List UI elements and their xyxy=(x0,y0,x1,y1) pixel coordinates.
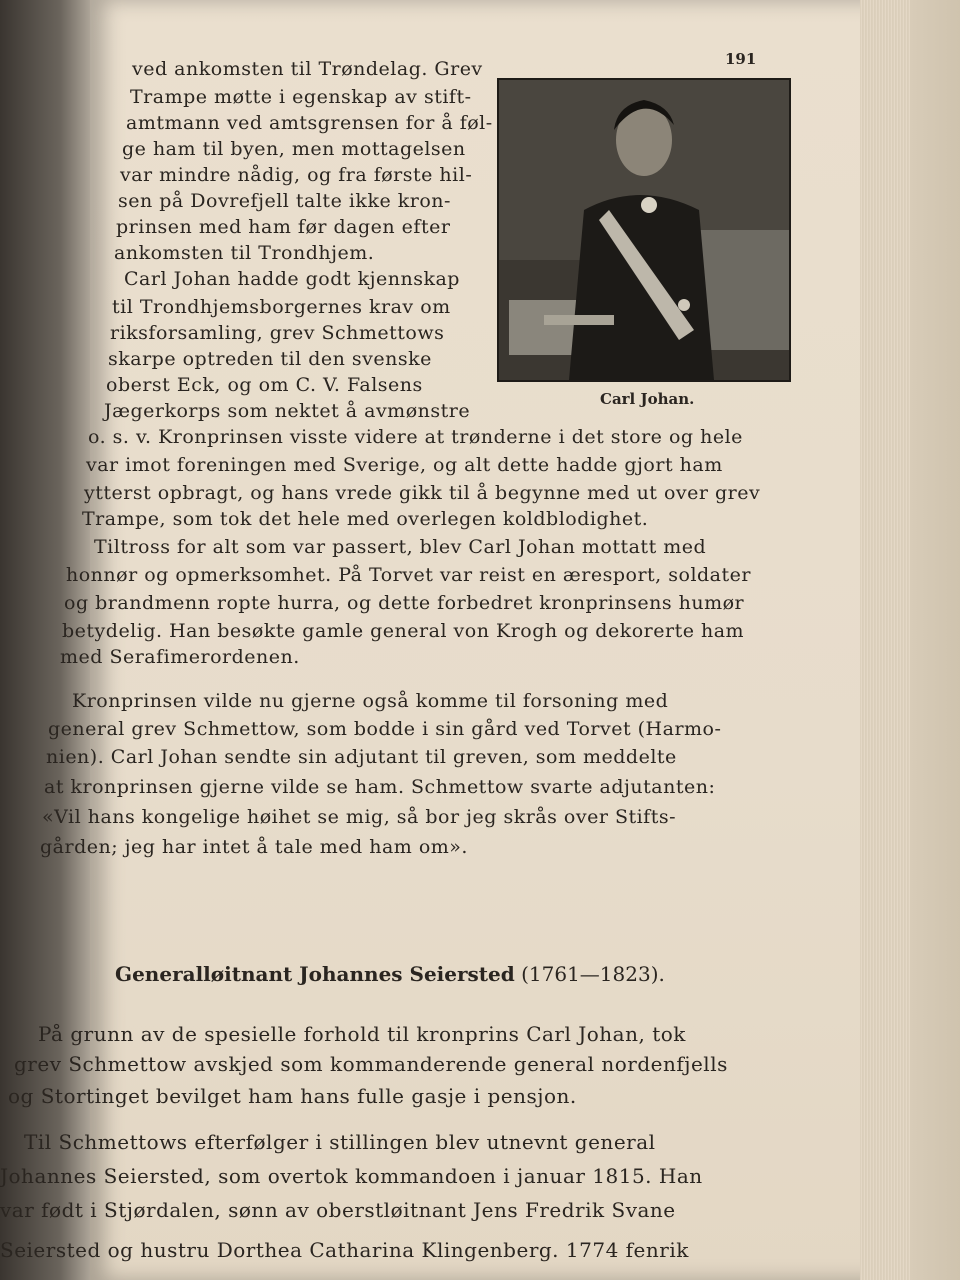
section-line: Johannes Seiersted, som overtok kommandoen i januar 1815. Han xyxy=(0,1164,703,1188)
column-line: var mindre nådig, og fra første hil- xyxy=(120,164,473,186)
section-line: grev Schmettow avskjed som kommanderende general nordenfjells xyxy=(14,1052,728,1076)
section-heading xyxy=(115,962,665,986)
section-heading-dates: (1761—1823). xyxy=(521,962,665,986)
section-line: var født i Stjørdalen, sønn av oberstløitnant Jens Fredrik Svane xyxy=(0,1198,676,1222)
body-line: Trampe, som tok det hele med overlegen koldblodighet. xyxy=(82,508,649,530)
body-line: Tiltross for alt som var passert, blev Carl Johan mottatt med xyxy=(94,536,707,558)
body-line: honnør og opmerksomhet. På Torvet var reist en æresport, soldater xyxy=(66,564,751,586)
body-line: nien). Carl Johan sendte sin adjutant til greven, som meddelte xyxy=(46,746,677,768)
body-line: general grev Schmettow, som bodde i sin gård ved Torvet (Harmo- xyxy=(48,718,722,740)
page-edges xyxy=(860,0,910,1280)
column-line: ankomsten til Trondhjem. xyxy=(114,242,375,264)
column-line: Trampe møtte i egenskap av stift- xyxy=(130,86,472,108)
column-line: riksforsamling, grev Schmettows xyxy=(110,322,445,344)
body-line: var imot foreningen med Sverige, og alt dette hadde gjort ham xyxy=(86,454,723,476)
column-line: ved ankomsten til Trøndelag. Grev xyxy=(132,58,483,80)
body-line: ytterst opbragt, og hans vrede gikk til å begynne med ut over grev xyxy=(84,482,761,504)
section-line: Seiersted og hustru Dorthea Catharina Klingenberg. 1774 fenrik xyxy=(0,1238,689,1262)
body-line: «Vil hans kongelige høihet se mig, så bor jeg skrås over Stifts- xyxy=(42,806,677,828)
section-line: På grunn av de spesielle forhold til kronprins Carl Johan, tok xyxy=(38,1022,686,1046)
column-line: amtmann ved amtsgrensen for å føl- xyxy=(126,112,493,134)
section-line: Til Schmettows efterfølger i stillingen blev utnevnt general xyxy=(24,1130,656,1154)
section-line: og Stortinget bevilget ham hans fulle gasje i pensjon. xyxy=(8,1084,577,1108)
figure-caption: Carl Johan. xyxy=(600,390,695,408)
section-heading-title: Generalløitnant Johannes Seiersted xyxy=(115,962,515,986)
column-line: til Trondhjemsborgernes krav om xyxy=(112,296,451,318)
body-line: betydelig. Han besøkte gamle general von Krogh og dekorerte ham xyxy=(62,620,745,642)
column-line: ge ham til byen, men mottagelsen xyxy=(122,138,466,160)
column-line: Jægerkorps som nektet å avmønstre xyxy=(104,400,471,422)
page-number: 191 xyxy=(725,50,757,68)
body-line: med Serafimerordenen. xyxy=(60,646,300,668)
body-line: gården; jeg har intet å tale med ham om». xyxy=(40,836,468,858)
column-line: sen på Dovrefjell talte ikke kron- xyxy=(118,190,451,212)
column-line: Carl Johan hadde godt kjennskap xyxy=(124,268,460,290)
column-line: skarpe optreden til den svenske xyxy=(108,348,432,370)
portrait-illustration xyxy=(497,78,791,382)
column-line: prinsen med ham før dagen efter xyxy=(116,216,451,238)
body-line: Kronprinsen vilde nu gjerne også komme til forsoning med xyxy=(72,690,669,712)
body-line: og brandmenn ropte hurra, og dette forbedret kronprinsens humør xyxy=(64,592,745,614)
body-line: at kronprinsen gjerne vilde se ham. Schmettow svarte adjutanten: xyxy=(44,776,716,798)
body-line: o. s. v. Kronprinsen visste videre at trønderne i det store og hele xyxy=(88,426,743,448)
column-line: oberst Eck, og om C. V. Falsens xyxy=(106,374,423,396)
